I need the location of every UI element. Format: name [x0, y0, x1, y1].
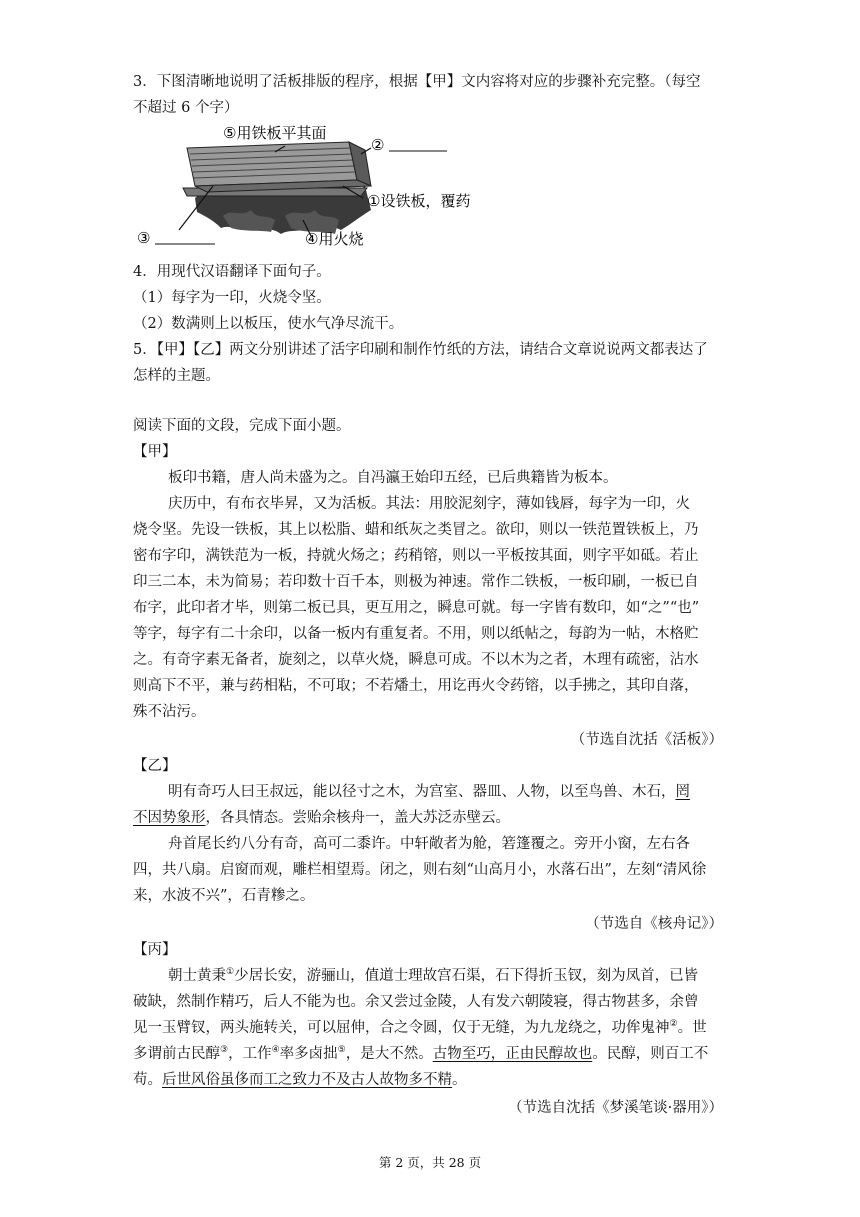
page-footer: 第 2 页，共 28 页: [378, 1155, 482, 1170]
yi-heading: 【乙】: [133, 758, 177, 774]
q4-sentence-1: （1）每字为一印，火烧令坚。: [133, 290, 331, 306]
yi-line: 四，共八扇。启窗而观，雕栏相望焉。闭之，则右刻“山高月小，水落石出”，左刻“清风徐: [133, 862, 707, 878]
footnote-marker: ⑤: [337, 1045, 346, 1056]
bing-line: 多谓前古民醇③，工作④率多卤拙⑤，是大不然。古物至巧，正由民醇故也。民醇，则百工不: [133, 1045, 709, 1062]
jia-line: 布字，此印者才毕，则第二板已具，更互用之，瞬息可就。每一字皆有数印，如“之”“也”: [133, 600, 700, 616]
jia-heading: 【甲】: [133, 444, 177, 460]
underlined-phrase: 罔: [675, 784, 690, 800]
underlined-phrase: 古物至巧，正由民醇故也: [432, 1046, 593, 1062]
underlined-phrase: 后世风俗虽侈而工之致力不及古人故物多不精: [162, 1072, 452, 1088]
bing-line: 苟。后世风俗虽侈而工之致力不及古人故物多不精。: [133, 1072, 467, 1088]
footnote-marker: ①: [226, 967, 235, 978]
q4-sentence-2: （2）数满则上以板压，使水气净尽流干。: [133, 316, 404, 332]
bing-heading: 【丙】: [133, 942, 177, 958]
jia-line: 庆历中，有布衣毕昇，又为活板。其法：用胶泥刻字，薄如钱唇，每字为一印，火: [168, 496, 690, 512]
jia-line: 殊不沾污。: [133, 704, 206, 720]
step-1-label: ①设铁板，覆药: [367, 192, 471, 210]
q4-title: 4．用现代汉语翻译下面句子。: [133, 264, 331, 280]
jia-line: 之。有奇字素无备者，旋刻之，以草火烧，瞬息可成。不以木为之者，木理有疏密，沾水: [133, 652, 699, 668]
movable-type-diagram: [135, 120, 495, 252]
reading-intro: 阅读下面的文段，完成下面小题。: [133, 418, 351, 434]
q5-line-1: 5．【甲】【乙】两文分别讲述了活字印刷和制作竹纸的方法，请结合文章说说两文都表达了: [133, 342, 708, 358]
jia-line: 等字，每字有二十余印，以备一板内有重复者。不用，则以纸帖之，每韵为一帖，木格贮: [133, 626, 699, 642]
q3-line-2: 不超过 6 个字）: [133, 100, 239, 116]
jia-line: 烧令坚。先设一铁板，其上以松脂、蜡和纸灰之类冒之。欲印，则以一铁范置铁板上，乃: [133, 522, 699, 538]
yi-line: 明有奇巧人曰王叔远，能以径寸之木，为宫室、器皿、人物，以至鸟兽、木石，罔: [168, 784, 690, 800]
bing-source: （节选自沈括《梦溪笔谈·器用》）: [508, 1100, 723, 1116]
bing-line: 破缺，然制作精巧，后人不能为也。余又尝过金陵，人有发六朝陵寝，得古物甚多，余曾: [133, 994, 699, 1010]
underlined-phrase: 不因势象形: [133, 810, 206, 826]
footnote-marker: ③: [220, 1045, 229, 1056]
yi-line: 不因势象形，各具情态。尝贻余核舟一，盖大苏泛赤壁云。: [133, 810, 510, 826]
jia-line: 则高下不平，兼与药相粘，不可取；不若燔土，用讫再火令药镕，以手拂之，其印自落，: [133, 678, 699, 694]
yi-line: 来，水波不兴”，石青糁之。: [133, 888, 315, 904]
bing-line: 朝士黄秉①少居长安，游骊山，值道士理故宫石渠，石下得折玉钗，刻为凤首，已皆: [168, 967, 699, 984]
jia-line: 印三二本，未为简易；若印数十百千本，则极为神速。常作二铁板，一板印刷，一板已自: [133, 574, 699, 590]
q5-line-2: 怎样的主题。: [133, 368, 220, 384]
q3-line-1: 3．下图清晰地说明了活板排版的程序，根据【甲】文内容将对应的步骤补充完整。（每空: [133, 74, 701, 90]
step-2-label: ②: [371, 136, 385, 154]
jia-source: （节选自沈括《活板》）: [570, 732, 723, 748]
step-5-label: ⑤用铁板平其面: [223, 124, 327, 142]
footnote-marker: ②: [669, 1019, 678, 1030]
footnote-marker: ④: [271, 1045, 280, 1056]
step-3-label: ③: [137, 229, 151, 247]
jia-line: 密布字印，满铁范为一板，持就火炀之；药稍镕，则以一平板按其面，则字平如砥。若止: [133, 548, 699, 564]
yi-line: 舟首尾长约八分有奇，高可二黍许。中轩敞者为舱，箬篷覆之。旁开小窗，左右各: [168, 836, 690, 852]
step-4-label: ④用火烧: [305, 230, 364, 248]
yi-source: （节选自《核舟记》）: [585, 916, 723, 932]
bing-line: 见一玉臂钗，两头施转关，可以屈伸，合之令圆，仅于无缝，为九龙绕之，功侔鬼神②。世: [133, 1019, 707, 1036]
jia-line: 板印书籍，唐人尚未盛为之。自冯瀛王始印五经，已后典籍皆为板本。: [168, 470, 618, 486]
